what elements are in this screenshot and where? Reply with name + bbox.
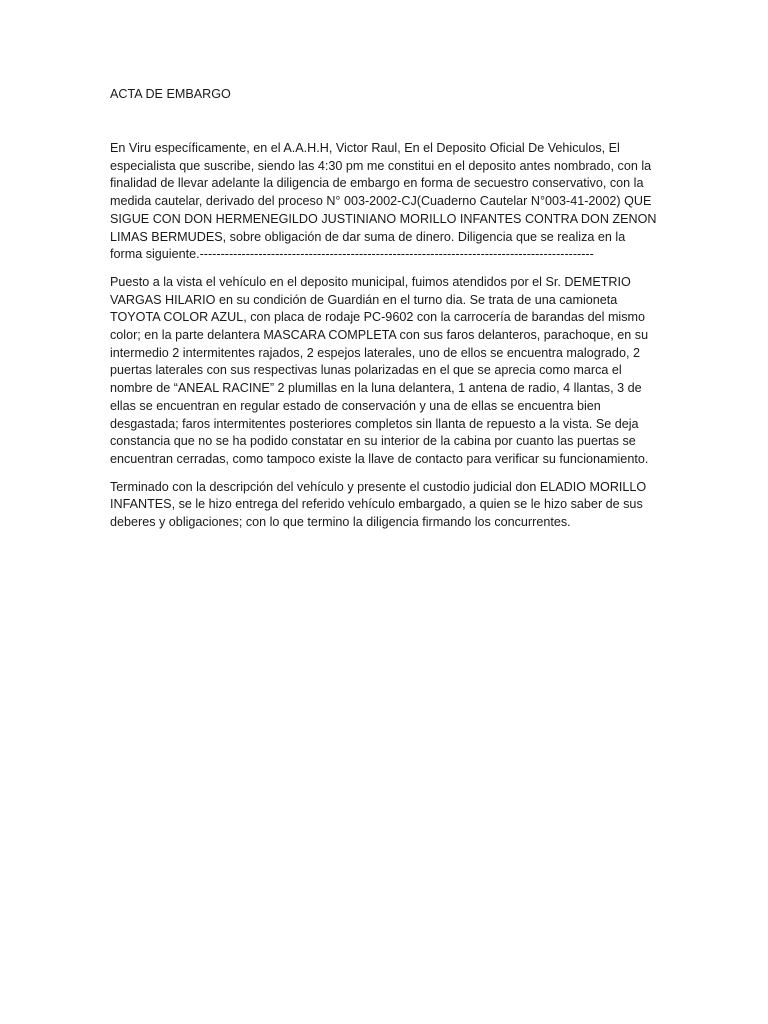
document-body (110, 140, 658, 542)
paragraph-vehicle-description: Puesto a la vista el vehículo en el deposito municipal, fuimos atendidos por el Sr. DEMETRIO VARGAS HILARIO en su condición de Guardián en el turno dia. Se trata de una camioneta TOYOTA COLOR AZUL, con placa de rodaje PC-9602 con la carrocería de barandas del mismo color; en la parte delantera MASCARA COMPLETA con sus faros delanteros, parachoque, en su intermedio 2 intermitentes rajados, 2 espejos laterales, uno de ellos se encuentra malogrado, 2 puertas laterales con sus respectivas lunas polarizadas en el que se aprecia como marca el nombre de “ANEAL RACINE” 2 plumillas en la luna delantera, 1 antena de radio, 4 llantas, 3 de ellas se encuentran en regular estado de conservación y una de ellas se encuentra bien desgastada; faros intermitentes posteriores completos sin llanta de repuesto a la vista. Se deja constancia que no se ha podido constatar en su interior de la cabina por cuanto las puertas se encuentran cerradas, como tampoco existe la llave de contacto para verificar su funcionamiento. (110, 274, 649, 466)
document-title: ACTA DE EMBARGO (110, 87, 231, 101)
paragraph-intro: En Viru específicamente, en el A.A.H.H, Victor Raul, En el Deposito Oficial De Vehiculos, El especialista que suscribe, siendo las 4:30 pm me constitui en el deposito antes nombrado, con la finalidad de llevar adelante la diligencia de embargo en forma de secuestro conservativo, con la medida cautelar, derivado del proceso N° 003-2002-CJ(Cuaderno Cautelar N°003-41-2002) QUE SIGUE CON DON HERMENEGILDO JUSTINIANO MORILLO INFANTES CONTRA DON ZENON LIMAS BERMUDES, sobre obligación de dar suma de dinero. Diligencia que se realiza en la forma siguiente.---------------------------------------------------------------------------------------------- (110, 141, 657, 262)
paragraph-closing: Terminado con la descripción del vehículo y presente el custodio judicial don ELADIO MORILLO INFANTES, se le hizo entrega del referido vehículo embargado, a quien se le hizo saber de sus deberes y obligaciones; con lo que termino la diligencia firmando los concurrentes. (110, 479, 647, 530)
